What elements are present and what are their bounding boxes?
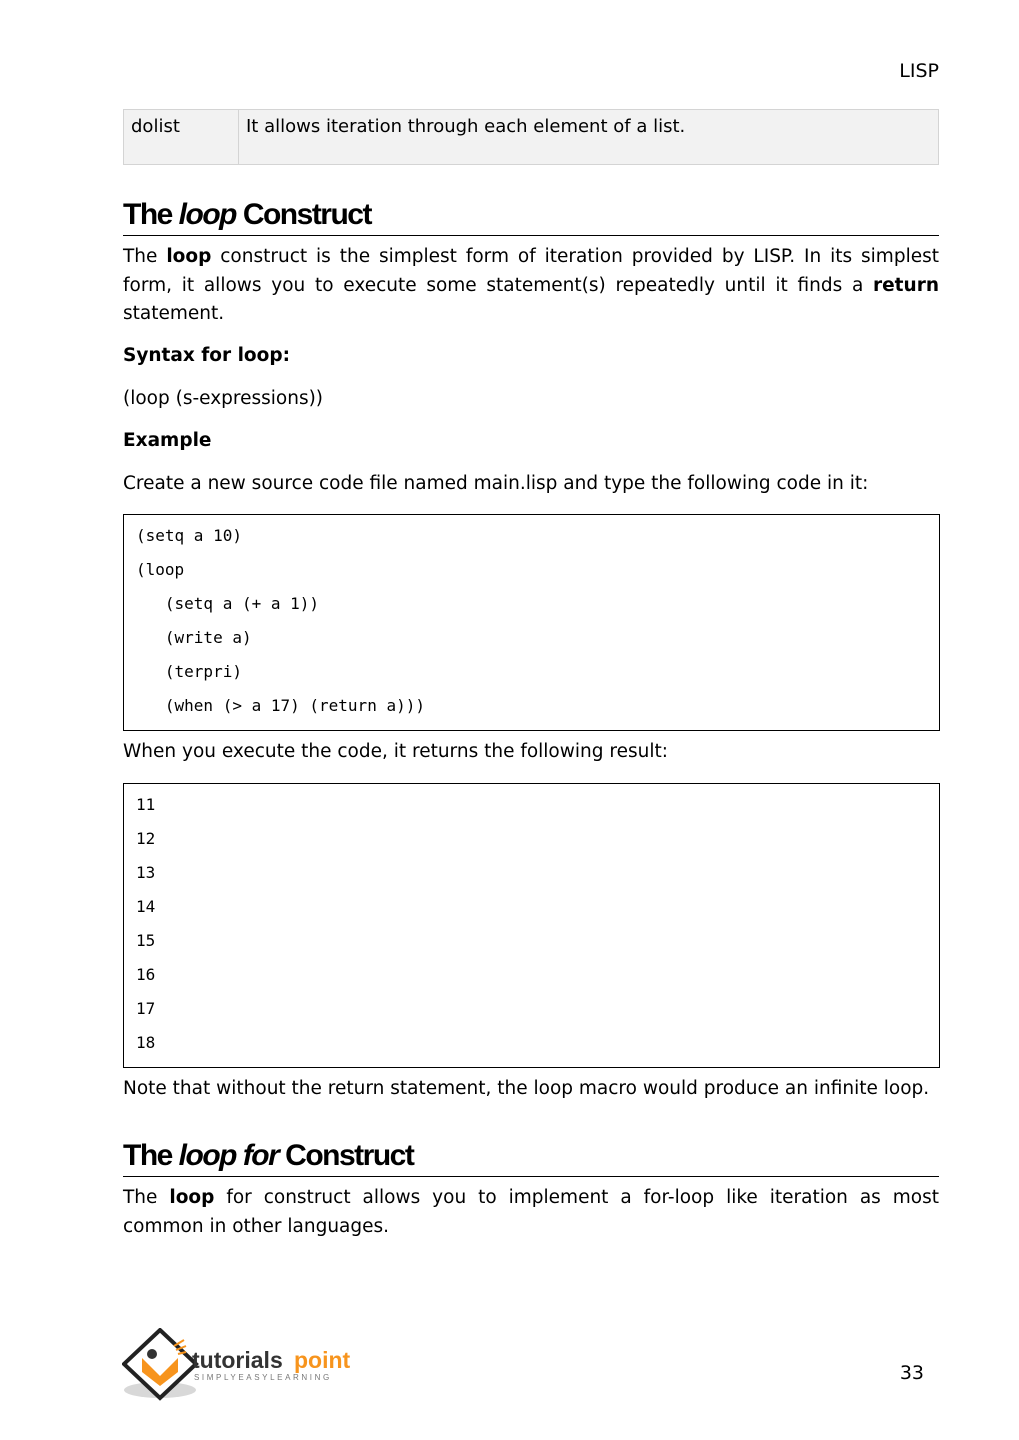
page-header-title: LISP — [899, 60, 939, 82]
page-number: 33 — [899, 1362, 924, 1384]
output-line: 12 — [136, 829, 156, 848]
svg-text:SIMPLYEASYLEARNING: SIMPLYEASYLEARNING — [194, 1373, 332, 1382]
output-line: 15 — [136, 931, 156, 950]
note-paragraph: Note that without the return statement, the loop macro would produce an infinite loop. — [123, 1078, 930, 1099]
loop-for-intro-paragraph: The loop for construct allows you to implement a for-loop like iteration as most common in other languages. — [123, 1187, 939, 1237]
output-block — [123, 783, 940, 1068]
loop-intro-paragraph: The loop construct is the simplest form of iteration provided by LISP. In its simplest form, it allows you to execute some statement(s) repeatedly until it finds a return statement. — [123, 246, 939, 324]
output-line: 13 — [136, 863, 156, 882]
logo-emblem-icon — [122, 1328, 372, 1402]
example-intro: Create a new source code file named main.lisp and type the following code in it: — [123, 473, 869, 494]
code-line: (when (> a 17) (return a))) — [136, 696, 425, 715]
output-line: 11 — [136, 795, 156, 814]
syntax-text: (loop (s-expressions)) — [123, 388, 324, 409]
code-line: (write a) — [136, 628, 252, 647]
code-line: (loop — [136, 560, 185, 579]
output-line: 14 — [136, 897, 156, 916]
result-intro: When you execute the code, it returns the following result: — [123, 741, 668, 762]
tutorialspoint-logo — [122, 1328, 372, 1402]
code-block — [123, 514, 940, 731]
section-heading-loop-for: The loop for Construct — [123, 1138, 939, 1177]
output-line: 16 — [136, 965, 156, 984]
code-line: (setq a 10) — [136, 526, 242, 545]
code-line: (setq a (+ a 1)) — [136, 594, 320, 613]
output-line: 18 — [136, 1033, 156, 1052]
constructs-table-row — [123, 109, 939, 165]
svg-text:tutorials: tutorials — [192, 1347, 283, 1373]
example-label: Example — [123, 430, 212, 451]
svg-text:point: point — [294, 1347, 351, 1373]
section-heading-loop: The loop Construct — [123, 197, 939, 236]
code-line: (terpri) — [136, 662, 242, 681]
table-cell-keyword: dolist — [124, 110, 239, 164]
syntax-label: Syntax for loop: — [123, 345, 290, 366]
table-cell-description: It allows iteration through each element of a list. — [246, 116, 686, 137]
output-line: 17 — [136, 999, 156, 1018]
